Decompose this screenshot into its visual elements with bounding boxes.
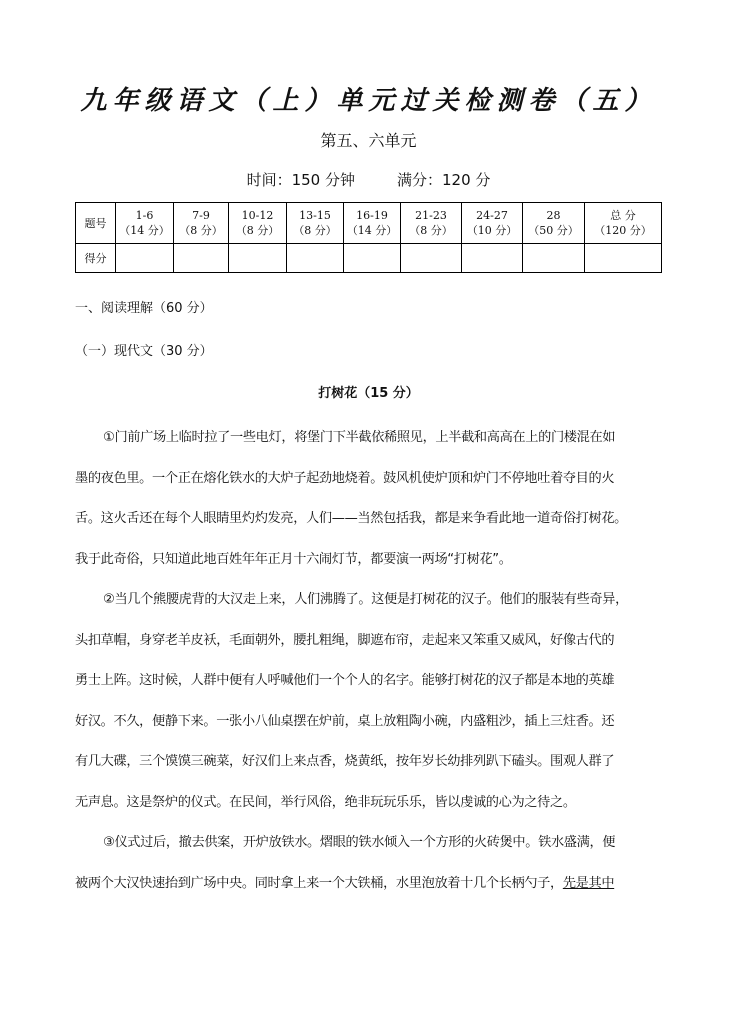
score-cell: [116, 244, 174, 273]
column-range: 28: [546, 209, 561, 222]
column-header: [462, 203, 523, 244]
column-range: 1-6: [135, 209, 154, 222]
article-line: ①门前广场上临时拉了一些电灯，将堡门下半截依稀照见，上半截和高高在上的门楼混在如: [103, 430, 616, 445]
column-points: （14 分）: [119, 224, 170, 237]
score-table-score-row: [76, 244, 662, 273]
article-line-last: [75, 864, 665, 905]
article-line: 头扣草帽，身穿老羊皮袄，毛面朝外，腰扎粗绳，脚遮布帘，走起来又笨重又威风，好像古代的: [75, 632, 615, 648]
score-cell-total: [585, 244, 662, 273]
score-cell: [344, 244, 401, 273]
column-points: （50 分）: [528, 224, 579, 237]
article-line: 无声息。这是祭炉的仪式。在民间，举行风俗，绝非玩玩乐乐，皆以虔诚的心为之待之。: [75, 794, 576, 810]
article-line: 我于此奇俗，只知道此地百姓年年正月十六闹灯节，都要演一两场“打树花”。: [75, 551, 512, 567]
column-range: 13-15: [299, 209, 331, 222]
score-table: [75, 202, 662, 273]
score-cell: [174, 244, 229, 273]
article-title: 打树花（15 分）: [318, 386, 419, 401]
article-line: 勇士上阵。这时候，人群中便有人呼喊他们一个个人的名字。能够打树花的汉子都是本地的英雄: [75, 673, 615, 688]
column-points: （120 分）: [594, 224, 652, 237]
column-points: （8 分）: [293, 224, 337, 237]
section-heading-modern-text: （一）现代文（30 分）: [75, 344, 213, 359]
column-header: [116, 203, 174, 244]
article-body: [75, 418, 665, 904]
row-label-question: 题号: [76, 203, 116, 244]
column-header: [229, 203, 287, 244]
article-line: 舌。这火舌还在每个人眼睛里灼灼发亮，人们——当然包括我，都是来争看此地一道奇俗打树花。: [75, 511, 628, 526]
column-range: 24-27: [476, 209, 508, 222]
column-header: [174, 203, 229, 244]
score-cell: [401, 244, 462, 273]
exam-title: 九年级语文（上）单元过关检测卷（五）: [80, 86, 657, 116]
column-header: [401, 203, 462, 244]
article-line: 有几大碟，三个馍馍三碗菜，好汉们上来点香，烧黄纸，按年岁长幼排列趴下磕头。围观人群了: [75, 754, 615, 769]
column-header-total: [585, 203, 662, 244]
column-header: [287, 203, 344, 244]
score-cell: [462, 244, 523, 273]
underlined-phrase: 先是其中: [562, 875, 615, 891]
column-range: 16-19: [356, 209, 388, 222]
row-label-score: 得分: [76, 244, 116, 273]
column-range: 21-23: [415, 209, 447, 222]
column-points: （10 分）: [466, 224, 518, 237]
column-range: 10-12: [241, 209, 274, 222]
score-cell: [229, 244, 287, 273]
score-table-header-row: [76, 203, 662, 244]
article-line: ②当几个熊腰虎背的大汉走上来，人们沸腾了。这便是打树花的汉子。他们的服装有些奇异，: [103, 592, 628, 607]
column-points: （8 分）: [235, 224, 280, 237]
time-limit: 时间：150 分钟: [246, 171, 355, 189]
score-cell: [287, 244, 344, 273]
column-range: 总 分: [610, 209, 636, 222]
article-line-text: 被两个大汉快速抬到广场中央。同时拿上来一个大铁桶，水里泡放着十几个长柄勺子，: [75, 875, 563, 891]
full-score: 满分：120 分: [397, 171, 491, 189]
article-line: 好汉。不久，便静下来。一张小八仙桌摆在炉前，桌上放粗陶小碗，内盛粗沙，插上三炷香。还: [75, 713, 615, 729]
time-and-score-line: [0, 169, 737, 190]
article-line: 墨的夜色里。一个正在熔化铁水的大炉子起劲地烧着。鼓风机使炉顶和炉门不停地吐着夺目的火: [75, 470, 615, 486]
column-points: （8 分）: [179, 224, 223, 237]
score-cell: [523, 244, 585, 273]
article-line: ③仪式过后，撤去供案，开炉放铁水。熠眼的铁水倾入一个方形的火砖煲中。铁水盛满，便: [103, 835, 616, 850]
column-header: [523, 203, 585, 244]
column-range: 7-9: [192, 209, 210, 222]
column-points: （8 分）: [409, 224, 453, 237]
section-heading-reading: 一、阅读理解（60 分）: [75, 301, 213, 316]
column-points: （14 分）: [346, 224, 398, 237]
exam-subtitle: 第五、六单元: [320, 131, 417, 150]
column-header: [344, 203, 401, 244]
